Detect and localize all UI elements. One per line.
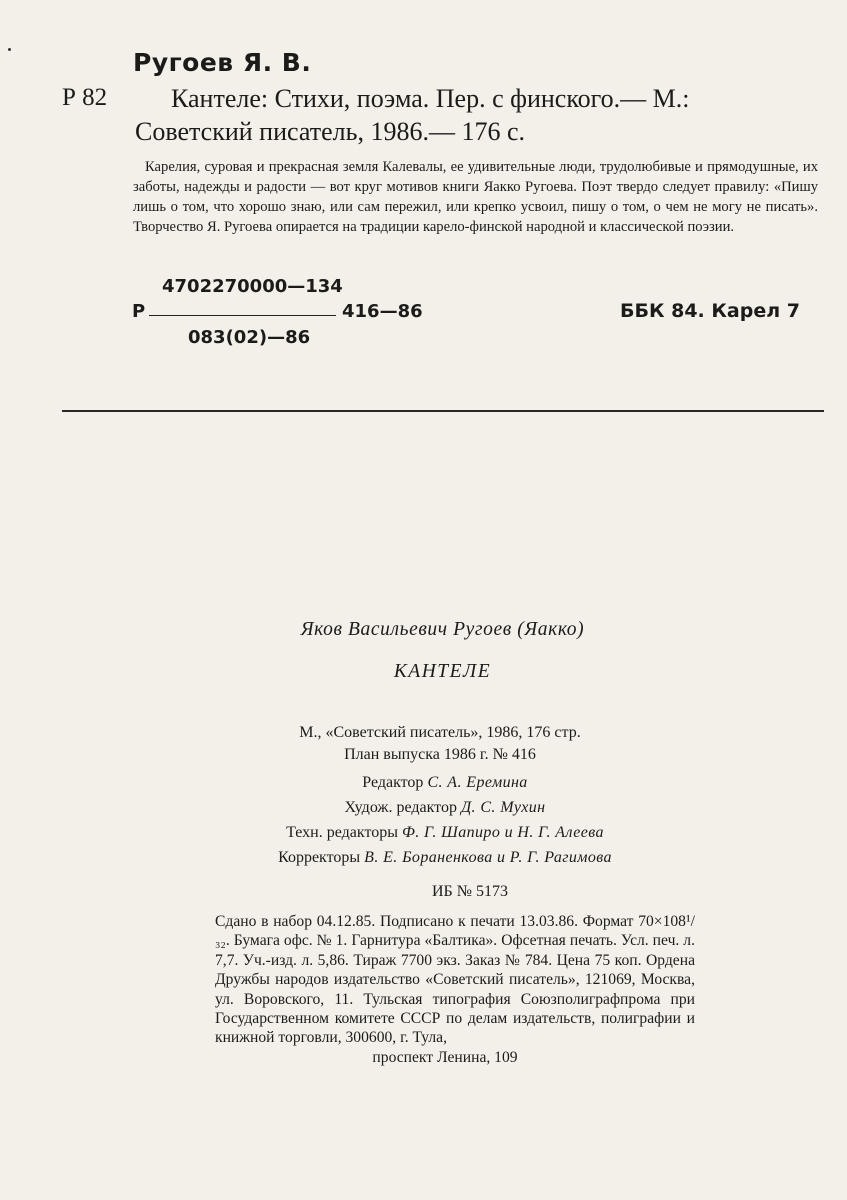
card-separator-line [62,410,824,412]
credit-role: Худож. редактор [344,799,457,816]
colophon-credits [0,770,847,870]
imprint-last-line: проспект Ленина, 109 [372,1048,518,1066]
credit-role: Корректоры [278,849,361,866]
credit-names: Ф. Г. Шапиро и Н. Г. Алеева [401,824,604,841]
stray-mark [8,48,11,51]
credit-role: Техн. редакторы [286,824,398,841]
card-bibliographic-entry [135,82,815,148]
card-annotation: Карелия, суровая и прекрасная земля Калевалы, ее удивительные люди, трудолюбивые и прямодушные, их заботы, надежды и радости — вот круг мотивов книги Яакко Ругоева. Поэт твердо следует правилу: «Пишу лишь о том, что хорошо знаю, или сам пережил, или крепко усвоил, пишу о том, о чем не могу не писать». Творчество Я. Ругоева опирается на традиции карело-финской народной и классической поэзии. [133,159,818,235]
imprint-block [215,912,695,1067]
credit-proofreaders [0,845,847,870]
catalog-code-middle: 416—86 [342,301,423,322]
bbk-index: ББК 84. Карел 7 [620,300,800,322]
publisher-line: М., «Советский писатель», 1986, 176 стр. [299,724,581,741]
credit-names: Д. С. Мухин [460,799,546,816]
colophon-author: Яков Васильевич Ругоев (Яакко) [300,619,585,640]
card-shelf-mark: Р 82 [62,84,108,111]
credit-editor [0,770,847,795]
imprint-text: Сдано в набор 04.12.85. Подписано к печати 13.03.86. Формат 70×108¹/₃₂. Бумага офс. № 1. Гарнитура «Балтика». Офсетная печать. Усл. печ. л. 7,7. Уч.-изд. л. 5,86. Тираж 7700 экз. Заказ № 784. Цена 75 коп. Ордена Дружбы народов издательство «Советский писатель», 121069, Москва, ул. Воровского, 11. Тульская типография Союзполиграфпрома при Государственном комитете СССР по делам издательств, полиграфии и книжной торговли, 300600, г. Тула, [215,913,695,1047]
catalog-code-denominator: 083(02)—86 [188,327,311,348]
credit-art-editor [0,795,847,820]
card-author-heading: Ругоев Я. В. [133,48,312,77]
credit-tech-editors [0,820,847,845]
plan-line: План выпуска 1986 г. № 416 [344,746,536,763]
catalog-code-letter: Р [132,301,146,322]
credit-role: Редактор [362,774,424,791]
credit-names: В. Е. Бораненкова и Р. Г. Рагимова [364,849,612,866]
biblio-line-2: Советский писатель, 1986.— 176 с. [135,117,526,146]
ib-number: ИБ № 5173 [431,883,508,900]
colophon-title: КАНТЕЛЕ [393,661,492,682]
biblio-line-1: Кантеле: Стихи, поэма. Пер. с финского.— М.: [171,84,690,113]
colophon-publication-info [0,722,847,766]
catalog-code-numerator: 4702270000—134 [162,276,343,297]
credit-names: С. А. Еремина [427,774,528,791]
catalog-code-fraction-line [149,315,336,316]
